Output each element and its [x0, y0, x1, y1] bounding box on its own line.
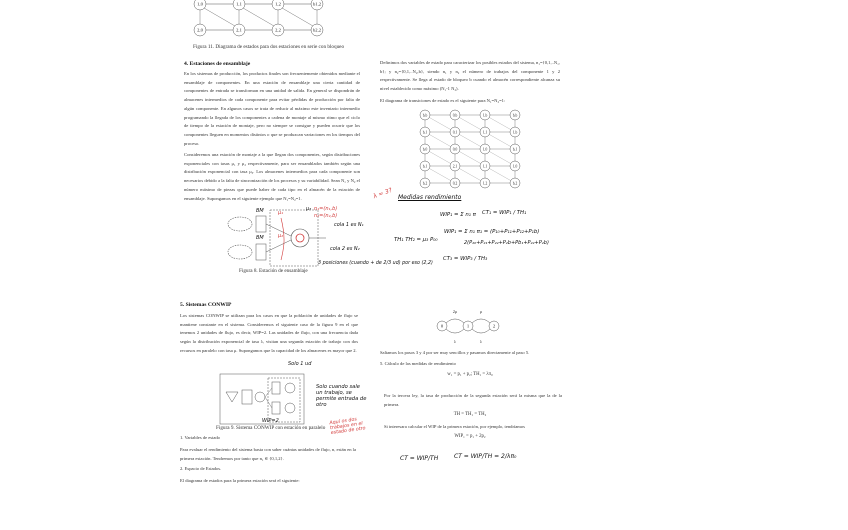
grid-state-label: b,2 — [512, 181, 518, 186]
hw-measures-title: Medidas rendimiento — [398, 194, 462, 201]
grid-state-label: b,b — [512, 113, 518, 118]
item-1-text: Para evaluar el rendimiento del sistema basta con saber cuántas unidades de flujo, n, están en la primera estación. Tendremos por tanto que n₁ ∈ {0,1,2}. — [180, 447, 356, 461]
grid-state-label: 1,b — [482, 113, 488, 118]
hw-note-posiciones: 3 posiciones (cuando + de 2/3 ud) por eso (2,2) — [318, 261, 433, 266]
hw-wip-second-line: 2(P₂₀+P₂₁+P₂₂+P₂b+Pb₁+P₂₂+P₂b) — [464, 240, 549, 246]
fig11-state-label: 2,0 — [197, 27, 203, 33]
grid-state-label: b,b — [422, 113, 428, 118]
grid-state-label: 0,1 — [452, 130, 458, 135]
hw-mu-3: μ₃ — [306, 206, 312, 212]
grid-state-label: b,0 — [422, 147, 428, 152]
hw-note-n2: n₂=(n₂,b) — [314, 213, 338, 219]
hw-wip1-expanded: WIP₁ = Σ n₁ π₁ = (P₁₀+P₁₁+P₁₂+P₁b) — [444, 229, 540, 235]
step-5-heading: 5. Cálculo de las medidas de rendimiento — [380, 361, 456, 366]
section-5-paragraph: Los sistemas CONWIP se utilizan para los casos en que la población de unidades de flujo se mantiene constante en el sistema. Consideremos el siguiente caso de la figura 9 en el que tenemos 2 unidades de flujo, es decir, WIP=2. Las unidades de flujo, con una frecuencia dada según la distribución exponencial de tasa λ, visitan una segunda estación de trabajo con dos recursos en paralelo con tasa μ. Supongamos que la capacidad de los almacenes es mayor que 2. — [180, 313, 358, 353]
fig11-state-label: 2,1 — [236, 27, 242, 33]
state-transition-grid — [416, 107, 536, 193]
chain-rate-bottom: λ — [453, 339, 457, 344]
state-definition-paragraph: Definimos dos variables de estado para caracterizar los posibles estados del sistema, n₁={0,1,..N₁, b}; y n₂={0,1,..N₂,b}, siendo n₁ y n₂ el número de trabajos del componente 1 y 2 respectivamente. Se llega al estado de bloqueo b cuando el almacén correspondiente alcanza su nivel establecido como máximo (N₁-1 N₂). — [380, 60, 560, 92]
hw-ct-formula-2: CT = WIP/TH = 2/λπ₀ — [454, 453, 517, 460]
fig11-state-label: b1,2 — [312, 1, 322, 7]
grid-state-label: 0,0 — [452, 147, 458, 152]
section-4-heading: 4. Estaciones de ensamblaje — [184, 61, 251, 67]
figure-11-caption: Figura 11. Diagrama de estados para dos estaciones en serie con bloqueo — [193, 44, 345, 50]
hw-wip1: WIP₁ = Σ n₁ π — [440, 212, 476, 218]
grid-state-label: 0,2 — [452, 181, 458, 186]
equation-1: w₁ = p₁ + p₂; TH₁ = λπ₀ — [447, 372, 493, 377]
equation-2: TH = TH₁ = TH₂ — [453, 412, 487, 417]
chain-state-label: 2 — [492, 323, 496, 329]
fig11-state-label: 1,1 — [236, 1, 242, 7]
figure-8-caption: Figura 8. Estación de ensamblaje — [239, 268, 308, 274]
fig11-state-label: b2,2 — [312, 27, 322, 33]
section-4-paragraph-2: Consideremos una estación de montaje a la que llegan dos componentes, según distribuciones exponenciales con tasas μ₁ y μ₂ respectivamente, para ser ensamblados también según una distribución exponencial con tasa μ₃. Los almacenes intermedios para cada componente son necesarios debido a la falta de sincronización de los procesos y su variabilidad. Sean N₁ y N₂ el número máximo de piezas que puede haber de cada tipo en el almacén de la estación de ensamblaje. Supongamos en el siguiente ejemplo que N₁=N₂=1. — [184, 152, 360, 201]
grid-state-label: b,1 — [422, 130, 428, 135]
chain-state-label: 1 — [466, 323, 470, 329]
section-5-heading: 5. Sistemas CONWIP — [180, 302, 232, 308]
item-3-text: El diagrama de estados para la primera estación será el siguiente: — [180, 478, 300, 483]
grid-state-label: b,1 — [422, 164, 428, 169]
hw-bm-2: BM — [256, 235, 264, 241]
diagram-intro: El diagrama de transiciones de estado es el siguiente para N₁=N₂=1: — [380, 98, 506, 103]
hw-solo-1-ud: Solo 1 ud — [288, 361, 312, 367]
hw-note-cola1: cola 1 es N₁ — [334, 222, 364, 228]
chain-state-label: 0 — [440, 323, 444, 329]
grid-state-label: b,2 — [422, 181, 428, 186]
grid-state-label: 1,1 — [482, 164, 488, 169]
grid-state-label: 1,0 — [512, 164, 518, 169]
hw-th: TH₁ TH₂ = μ₃ P₀₀ — [394, 237, 438, 243]
chain-rate-top: 2μ — [452, 309, 458, 314]
figure-11-diagram — [188, 0, 348, 38]
hw-mu-2: μ₂ — [278, 233, 284, 239]
birth-death-chain — [430, 305, 520, 345]
fig11-state-label: 2,2 — [275, 27, 281, 33]
hw-wip2: WIP=2 — [262, 418, 279, 424]
hw-note-n1: n₁=(n₁,b) — [314, 206, 338, 212]
wip-text: Si interesara calcular el WIP de la primera estación, por ejemplo, tendríamos — [384, 424, 525, 429]
hw-ct1: CT₁ = WIP₁ / TH₁ — [482, 210, 527, 216]
hw-mu-1: μ₁ — [278, 210, 284, 216]
grid-state-label: 1,1 — [482, 130, 488, 135]
hw-solo-cuando: Solo cuando sale un trabajo, se permite entrada de otro — [316, 384, 367, 408]
hw-aqui: Aquí os dos trabajos en el estado de otro — [329, 417, 366, 437]
item-2-heading: 2. Espacio de Estados. — [180, 466, 222, 471]
hw-ct-formula-1: CT = WIP/TH — [400, 455, 439, 462]
grid-state-label: 2,1 — [452, 164, 458, 169]
chain-rate-bottom: λ — [479, 339, 483, 344]
fig11-state-label: 1,0 — [197, 1, 203, 7]
grid-state-label: 1,0 — [482, 147, 488, 152]
grid-state-label: 1,2 — [482, 181, 488, 186]
figure-9-caption: Figura 9. Sistema CONWIP con estación en paralelo — [216, 425, 326, 431]
hw-bm-1: BM — [256, 208, 264, 214]
equation-3: WIP₁ = p₁ + 2p₂ — [454, 434, 486, 439]
hw-lambda: λ = 3? — [372, 186, 394, 201]
figure-9-conwip — [218, 366, 328, 426]
grid-state-label: 1,b — [512, 130, 518, 135]
hw-note-cola2: cola 2 es N₂ — [330, 246, 360, 252]
skip-steps-text: Saltamos los pasos 3 y 4 por ser muy sencillos y pasamos directamente al paso 5. — [380, 350, 530, 355]
section-4-paragraph-1: En los sistemas de producción, los productos finales son frecuentemente obtenidos mediante el ensamblaje de componentes. En una estación de ensamblaje una cierta cantidad de componentes de entrada se transforman en una unidad de salida. En general se dispondrán de almacenes intermedios de cada componente para evitar pérdidas de producción por falta de algún componente. En algunos casos se trata de reducir al máximo este inventario intermedio programando la llegada de los componentes a cadena de montaje al mismo ritmo que el ciclo de tiempo de la estación de montaje, pero no siempre se consigue y pueden ocurrir que los componentes lleguen en momentos distintos o que se produzcan variaciones en los tiempos del proceso. — [184, 71, 360, 146]
grid-state-label: 0,b — [452, 113, 458, 118]
hw-ct3: CT₃ = WIP₃ / TH₃ — [443, 256, 488, 262]
item-1-heading: 1. Variables de estado — [180, 435, 220, 440]
chain-rate-top: μ — [479, 309, 483, 314]
third-law-text: Por la tercera ley, la tasa de producción de la segunda estación será la misma que la de la primera. — [384, 393, 562, 407]
grid-state-label: b,1 — [512, 147, 518, 152]
fig11-state-label: 1,2 — [275, 1, 281, 7]
